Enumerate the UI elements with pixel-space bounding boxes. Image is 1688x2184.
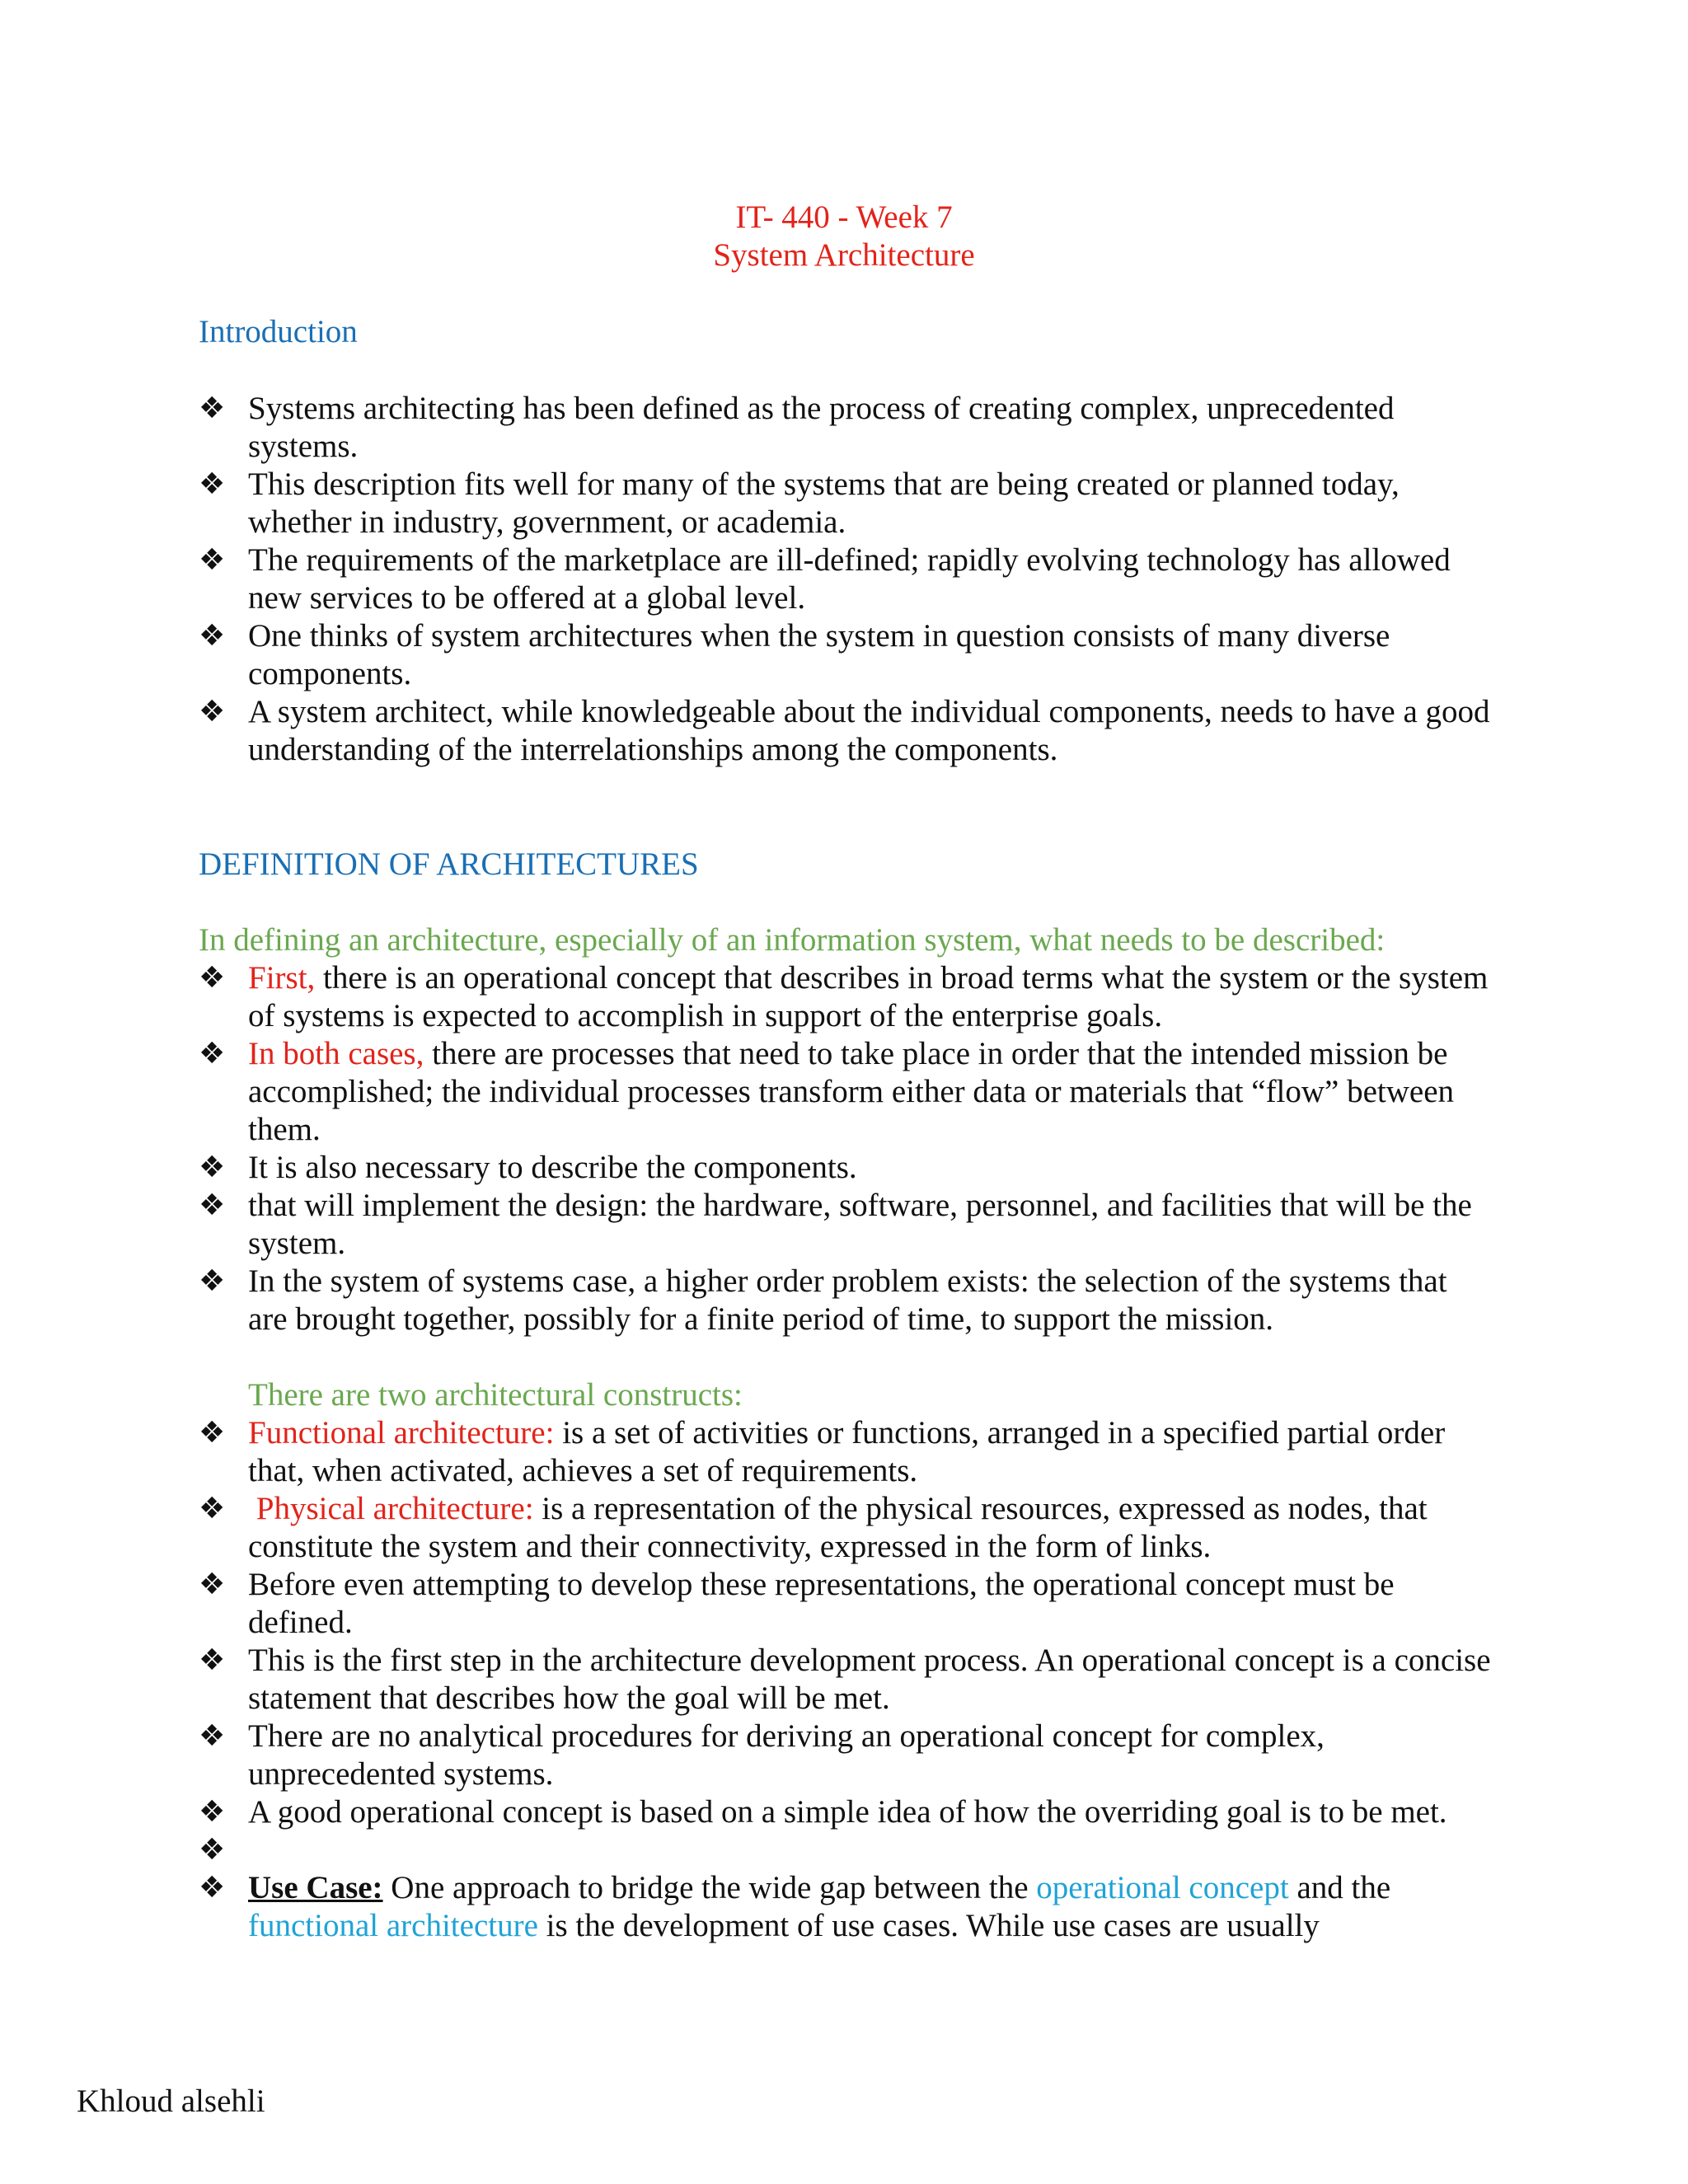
bullet-icon: ❖ bbox=[199, 1833, 226, 1867]
bullet-icon: ❖ bbox=[199, 1795, 226, 1829]
intro-bullet-2: ❖ This description fits well for many of the systems that are being created or planned today, whether in industry, government, or academia. bbox=[199, 466, 1400, 540]
definition-bullet-3: ❖ It is also necessary to describe the components. bbox=[199, 1150, 857, 1185]
bullet-icon: ❖ bbox=[199, 391, 226, 425]
intro-bullet-1: ❖ Systems architecting has been defined as the process of creating complex, unprecedented systems. bbox=[199, 391, 1395, 464]
highlight-operational-concept: operational concept bbox=[1036, 1870, 1289, 1905]
bullet-icon: ❖ bbox=[199, 1151, 226, 1184]
highlight-functional-architecture-link: functional architecture bbox=[248, 1908, 538, 1943]
bullet-icon: ❖ bbox=[199, 543, 226, 577]
document-title-line2: System Architecture bbox=[713, 237, 975, 273]
constructs-lead: There are two architectural constructs: bbox=[248, 1377, 743, 1413]
construct-bullet-6: ❖ A good operational concept is based on a simple idea of how the overriding goal is to be met. bbox=[199, 1794, 1447, 1830]
intro-bullet-4: ❖ One thinks of system architectures when the system in question consists of many diverse components. bbox=[199, 618, 1390, 691]
bullet-icon: ❖ bbox=[199, 1719, 226, 1753]
intro-bullet-3: ❖ The requirements of the marketplace are ill-defined; rapidly evolving technology has allowed new services to be offered at a global level. bbox=[199, 542, 1451, 616]
construct-bullet-functional: ❖ Functional architecture: is a set of activities or functions, arranged in a specified partial order that, when activated, achieves a set of requirements. bbox=[199, 1415, 1446, 1488]
bullet-icon: ❖ bbox=[199, 1871, 226, 1905]
highlight-functional-architecture: Functional architecture: bbox=[248, 1415, 555, 1451]
bullet-icon: ❖ bbox=[199, 961, 226, 995]
construct-bullet-4: ❖ This is the first step in the architecture development process. An operational concept is a concise statement that describes how the goal will be met. bbox=[199, 1643, 1491, 1716]
bullet-icon: ❖ bbox=[199, 1264, 226, 1298]
bullet-icon: ❖ bbox=[199, 619, 226, 653]
intro-bullet-5: ❖ A system architect, while knowledgeable about the individual components, needs to have a good understanding of the interrelationships among the components. bbox=[199, 694, 1490, 767]
definition-lead: In defining an architecture, especially of an information system, what needs to be described: bbox=[199, 922, 1386, 958]
bullet-icon: ❖ bbox=[199, 467, 226, 501]
construct-bullet-3: ❖ Before even attempting to develop these representations, the operational concept must be defined. bbox=[199, 1567, 1395, 1640]
page-footer-author: Khloud alsehli bbox=[77, 2083, 265, 2119]
section-heading-definition: DEFINITION OF ARCHITECTURES bbox=[199, 846, 699, 882]
highlight-first: First, bbox=[248, 960, 316, 996]
construct-bullet-5: ❖ There are no analytical procedures for deriving an operational concept for complex, unprecedented systems. bbox=[199, 1718, 1325, 1792]
bullet-icon: ❖ bbox=[199, 1643, 226, 1677]
highlight-physical-architecture: Physical architecture: bbox=[256, 1491, 534, 1526]
bullet-icon: ❖ bbox=[199, 1188, 226, 1222]
definition-bullet-4: ❖ that will implement the design: the hardware, software, personnel, and facilities that will be the system. bbox=[199, 1188, 1472, 1261]
bullet-icon: ❖ bbox=[199, 1416, 226, 1450]
construct-bullet-physical: ❖ Physical architecture: is a representation of the physical resources, expressed as nodes, that constitute the system and their connectivity, expressed in the form of links. bbox=[199, 1491, 1428, 1564]
bullet-icon: ❖ bbox=[199, 1492, 226, 1526]
use-case-label: Use Case: bbox=[248, 1870, 383, 1905]
definition-bullet-5: ❖ In the system of systems case, a higher order problem exists: the selection of the systems that are brought together, possibly for a finite period of time, to support the mission. bbox=[199, 1263, 1447, 1337]
definition-bullet-1: ❖ First, there is an operational concept that describes in broad terms what the system or the system of systems is expected to accomplish in support of the enterprise goals. bbox=[199, 960, 1489, 1033]
definition-bullet-2: ❖ In both cases, there are processes that need to take place in order that the intended mission be accomplished; the individual processes transform either data or materials that “flow” between them. bbox=[199, 1036, 1455, 1147]
bullet-icon: ❖ bbox=[199, 1037, 226, 1071]
bullet-icon: ❖ bbox=[199, 695, 226, 729]
bullet-icon: ❖ bbox=[199, 1568, 226, 1601]
construct-bullet-use-case: ❖ Use Case: One approach to bridge the wide gap between the operational concept and the functional architecture is the development of use cases. While use cases are usually bbox=[199, 1870, 1391, 1943]
section-heading-introduction: Introduction bbox=[199, 314, 358, 349]
highlight-both-cases: In both cases, bbox=[248, 1036, 424, 1071]
document-title-line1: IT- 440 - Week 7 bbox=[735, 199, 953, 235]
